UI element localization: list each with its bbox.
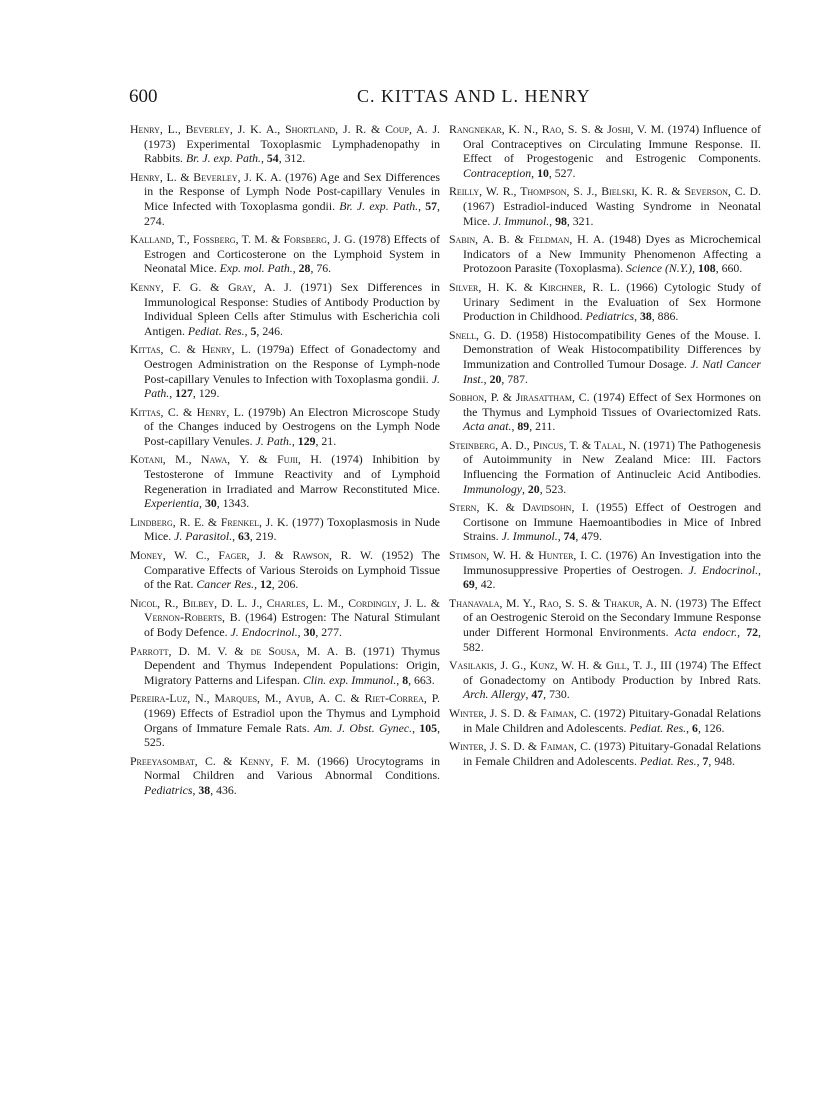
reference-journal: Acta anat.: [463, 419, 512, 434]
reference-authors: Snell, G. D.: [449, 327, 512, 342]
reference-authors: Winter, J. S. D. & Faiman, C.: [449, 705, 591, 720]
reference-authors: Kenny, F. G. & Gray, A. J.: [130, 279, 292, 294]
reference-pages: 219.: [255, 529, 277, 544]
reference-entry: Steinberg, A. D., Pincus, T. & Talal, N. (1971) The Pathogenesis of Autoimmunity in New Zealand Mice: III. Factors Influencing the Formation of Antinucleic Acid Antibodies. Immunology, 20, 523.: [449, 437, 762, 496]
reference-volume: 108: [697, 261, 716, 276]
reference-pages: 21.: [321, 433, 337, 448]
reference-authors: Sobhon, P. & Jirasattham, C.: [449, 390, 590, 405]
reference-entry: Pereira-Luz, N., Marques, M., Ayub, A. C. & Riet-Correa, P. (1969) Effects of Estradiol upon the Thymus and Lymphoid Organs of Immature Female Rats. Am. J. Obst. Gynec., 105, 525.: [130, 691, 441, 750]
reference-journal: J. Path.: [144, 371, 440, 401]
reference-authors: Silver, H. K. & Kirchner, R. L.: [449, 279, 620, 294]
reference-volume: 74: [563, 529, 576, 544]
reference-volume: 72: [746, 625, 759, 639]
reference-title: (1977) Toxoplasmosis in Nude Mice.: [144, 514, 440, 544]
page-number: 600: [129, 86, 158, 107]
reference-journal: J. Natl Cancer Inst.: [463, 356, 762, 386]
reference-entry: Kalland, T., Fossberg, T. M. & Forsberg, J. G. (1978) Effects of Estrogen and Corticosterone on the Lymphoid System in Neonatal Mice. Exp. mol. Path., 28, 76.: [130, 232, 440, 276]
reference-authors: Stern, K. & Davidsohn, I.: [449, 500, 589, 515]
reference-title: (1967) Estradiol-induced Wasting Syndrome in Neonatal Mice.: [463, 198, 761, 228]
reference-pages: 525.: [144, 735, 165, 750]
reference-authors: Money, W. C., Fager, J. & Rawson, R. W.: [130, 548, 373, 563]
reference-authors: Preeyasombat, C. & Kenny, F. M.: [130, 753, 310, 768]
reference-journal: Am. J. Obst. Gynec.: [313, 720, 413, 735]
reference-pages: 126.: [703, 720, 725, 735]
reference-authors: Kittas, C. & Henry, L.: [130, 404, 244, 419]
reference-pages: 527.: [554, 165, 576, 180]
reference-authors: Pereira-Luz, N., Marques, M., Ayub, A. C. & Riet-Correa, P.: [130, 691, 440, 706]
reference-entry: Parrott, D. M. V. & de Sousa, M. A. B. (1971) Thymus Dependent and Thymus Independent Populations: Origin, Migratory Patterns and Lifespan. Clin. exp. Immunol., 8, 663.: [130, 643, 440, 687]
reference-volume: 10: [537, 165, 549, 180]
reference-volume: 20: [489, 371, 502, 386]
reference-volume: 69: [463, 577, 475, 592]
reference-pages: 479.: [581, 529, 602, 544]
reference-title: (1966) Urocytograms in Normal Children and Various Abnormal Conditions.: [144, 753, 441, 783]
reference-pages: 42.: [480, 577, 496, 592]
reference-entry: Kittas, C. & Henry, L. (1979b) An Electron Microscope Study of the Changes induced by Oestrogens on the Lymph Node Post-capillary Venules. J. Path., 129, 21.: [130, 404, 440, 448]
reference-entry: Reilly, W. R., Thompson, S. J., Bielski, K. R. & Severson, C. D. (1967) Estradiol-induced Wasting Syndrome in Neonatal Mice. J. Immunol., 98, 321.: [449, 184, 761, 228]
reference-authors: Thanavala, M. Y., Rao, S. S. & Thakur, A. N.: [449, 595, 672, 610]
reference-authors: Nicol, R., Bilbey, D. L. J., Charles, L. M., Cordingly, J. L. & Vernon-Roberts, B.: [130, 595, 440, 625]
reference-pages: 274.: [144, 213, 165, 228]
reference-title: (1978) Effects of Estrogen and Corticosterone on the Lymphoid System in Neonatal Mice.: [144, 232, 440, 276]
reference-volume: 28: [298, 261, 311, 276]
reference-volume: 8: [402, 672, 409, 687]
reference-volume: 30: [204, 496, 217, 511]
reference-title: (1952) The Comparative Effects of Various Steroids on Lymphoid Tissue of the Rat.: [144, 548, 440, 592]
reference-title: (1979a) Effect of Gonadectomy and Oestrogen Administration on the Response of Lymph-node Post-capillary Venules to Infection with Toxoplasma gondii.: [144, 342, 440, 386]
reference-journal: J. Immunol.: [493, 213, 550, 228]
reference-authors: Winter, J. S. D. & Faiman, C.: [449, 739, 591, 754]
reference-journal: Cancer Res.: [196, 577, 255, 592]
reference-volume: 38: [639, 309, 652, 324]
reference-volume: 6: [692, 720, 698, 735]
reference-title: (1955) Effect of Oestrogen and Cortisone on Immune Haemoantibodies in Mice of Inbred Strains.: [463, 500, 762, 544]
references-right-column: [449, 122, 761, 772]
reference-title: (1972) Pituitary-Gonadal Relations in Male Children and Adolescents.: [463, 705, 761, 735]
reference-title: (1974) Effect of Sex Hormones on the Thymus and Lymphoid Tissues of Ovariectomized Rats.: [463, 390, 761, 419]
reference-authors: Kalland, T., Fossberg, T. M. & Forsberg, J. G.: [130, 232, 356, 247]
reference-pages: 277.: [321, 625, 342, 639]
reference-title: (1976) Age and Sex Differences in the Response of Lymph Node Post-capillary Venules in Mice Infected with Toxoplasma gondii.: [144, 169, 440, 213]
reference-pages: 787.: [507, 371, 528, 386]
reference-volume: 89: [517, 419, 530, 434]
reference-entry: Money, W. C., Fager, J. & Rawson, R. W. (1952) The Comparative Effects of Various Steroids on Lymphoid Tissue of the Rat. Cancer Res., 12, 206.: [130, 548, 440, 592]
reference-entry: Snell, G. D. (1958) Histocompatibility Genes of the Mouse. I. Demonstration of Weak Histocompatibility Differences by Immunization and Controlled Tumour Dosage. J. Natl Cancer Inst., 20, 787.: [449, 327, 762, 386]
reference-journal: J. Endocrinol.: [230, 625, 298, 639]
reference-volume: 12: [260, 577, 272, 592]
reference-journal: Pediat. Res.: [639, 753, 697, 768]
reference-entry: Henry, L. & Beverley, J. K. A. (1976) Age and Sex Differences in the Response of Lymph Node Post-capillary Venules in Mice Infected with Toxoplasma gondii. Br. J. exp. Path., 57, 274.: [130, 169, 440, 228]
reference-pages: 76.: [316, 261, 332, 276]
reference-authors: Reilly, W. R., Thompson, S. J., Bielski, K. R. & Severson, C. D.: [449, 184, 761, 199]
reference-authors: Lindberg, R. E. & Frenkel, J. K.: [130, 514, 289, 529]
reference-volume: 63: [238, 529, 250, 544]
reference-entry: Winter, J. S. D. & Faiman, C. (1973) Pituitary-Gonadal Relations in Female Children and Adolescents. Pediat. Res., 7, 948.: [449, 739, 761, 768]
reference-title: (1966) Cytologic Study of Urinary Sediment in the Evaluation of Sex Hormone Production in Childhood.: [463, 279, 761, 324]
reference-pages: 523.: [545, 481, 567, 496]
reference-entry: Nicol, R., Bilbey, D. L. J., Charles, L. M., Cordingly, J. L. & Vernon-Roberts, B. (1964) Estrogen: The Natural Stimulant of Body Defence. J. Endocrinol., 30, 277.: [130, 595, 440, 639]
reference-pages: 129.: [198, 386, 220, 401]
reference-authors: Parrott, D. M. V. & de Sousa, M. A. B.: [130, 643, 356, 658]
reference-title: (1964) Estrogen: The Natural Stimulant of Body Defence.: [144, 610, 440, 639]
reference-entry: Kenny, F. G. & Gray, A. J. (1971) Sex Differences in Immunological Response: Studies of Antibody Production by Individual Spleen Cells after Stimulus with Escherichia coli Antigen. Pediat. Res., 5, 246.: [130, 279, 441, 338]
reference-authors: Rangnekar, K. N., Rao, S. S. & Joshi, V. M.: [449, 122, 665, 136]
reference-entry: Silver, H. K. & Kirchner, R. L. (1966) Cytologic Study of Urinary Sediment in the Evaluation of Sex Hormone Production in Childhood. Pediatrics, 38, 886.: [449, 279, 761, 324]
reference-entry: Lindberg, R. E. & Frenkel, J. K. (1977) Toxoplasmosis in Nude Mice. J. Parasitol., 63, 219.: [130, 514, 440, 544]
reference-authors: Stimson, W. H. & Hunter, I. C.: [449, 548, 602, 563]
reference-entry: Winter, J. S. D. & Faiman, C. (1972) Pituitary-Gonadal Relations in Male Children and Adolescents. Pediat. Res., 6, 126.: [449, 705, 761, 735]
reference-title: (1973) The Effect of an Oestrogenic Steroid on the Secondary Immune Response under Different Hormonal Environments.: [463, 595, 761, 639]
reference-pages: 886.: [657, 309, 679, 324]
reference-journal: Pediat. Res.: [629, 720, 687, 735]
reference-journal: J. Path.: [255, 433, 292, 448]
reference-volume: 129: [297, 433, 316, 448]
reference-title: (1973) Experimental Toxoplasmic Lymphadenopathy in Rabbits.: [144, 136, 440, 166]
reference-pages: 211.: [535, 419, 556, 434]
reference-title: (1958) Histocompatibility Genes of the Mouse. I. Demonstration of Weak Histocompatibility Differences by Immunization and Controlled Tumour Dosage.: [463, 327, 761, 371]
reference-entry: Preeyasombat, C. & Kenny, F. M. (1966) Urocytograms in Normal Children and Various Abnormal Conditions. Pediatrics, 38, 436.: [130, 753, 441, 797]
reference-entry: Kotani, M., Nawa, Y. & Fujii, H. (1974) Inhibition by Testosterone of Immune Reactivity and of Lymphoid Regeneration in Irradiated and Marrow Reconstituted Mice. Experientia, 30, 1343.: [130, 452, 440, 511]
reference-pages: 321.: [572, 213, 594, 228]
reference-volume: 105: [419, 720, 438, 735]
reference-journal: Immunology: [463, 481, 522, 496]
reference-pages: 663.: [414, 672, 435, 687]
reference-title: (1974) Inhibition by Testosterone of Immune Reactivity and of Lymphoid Regeneration in Irradiated and Marrow Reconstituted Mice.: [144, 452, 440, 496]
reference-entry: Henry, L., Beverley, J. K. A., Shortland, J. R. & Coup, A. J. (1973) Experimental Toxoplasmic Lymphadenopathy in Rabbits. Br. J. exp. Path., 54, 312.: [130, 122, 440, 166]
reference-volume: 54: [266, 151, 279, 166]
reference-journal: Br. J. exp. Path.: [339, 198, 419, 213]
reference-entry: Stimson, W. H. & Hunter, I. C. (1976) An Investigation into the Immunosuppressive Properties of Oestrogen. J. Endocrinol., 69, 42.: [449, 548, 761, 592]
reference-pages: 730.: [549, 687, 570, 702]
reference-journal: Clin. exp. Immunol.: [302, 672, 397, 687]
reference-entry: Vasilakis, J. G., Kunz, W. H. & Gill, T. J., III (1974) The Effect of Gonadectomy on Antibody Production by Inbred Rats. Arch. Allergy, 47, 730.: [449, 658, 761, 702]
reference-journal: Acta endocr.: [674, 625, 738, 639]
reference-pages: 582.: [463, 639, 484, 654]
reference-pages: 246.: [262, 323, 283, 338]
reference-pages: 660.: [721, 261, 743, 276]
reference-volume: 7: [702, 753, 709, 768]
reference-journal: J. Parasitol.: [174, 529, 233, 544]
reference-volume: 38: [198, 782, 211, 797]
reference-journal: Pediat. Res.: [187, 323, 245, 338]
reference-entry: Rangnekar, K. N., Rao, S. S. & Joshi, V. M. (1974) Influence of Oral Contraceptives on Circulating Immune Response. II. Effect of Progestogenic and Estrogenic Components. Contraception, 10, 527.: [449, 122, 761, 180]
reference-entry: Sobhon, P. & Jirasattham, C. (1974) Effect of Sex Hormones on the Thymus and Lymphoid Tissues of Ovariectomized Rats. Acta anat., 89, 211.: [449, 390, 761, 434]
reference-title: (1948) Dyes as Microchemical Indicators of a New Immunity Phenomenon Affecting a Protozoon Parasite (Toxoplasma).: [463, 232, 761, 276]
reference-title: (1976) An Investigation into the Immunosuppressive Properties of Oestrogen.: [463, 548, 761, 577]
reference-entry: Thanavala, M. Y., Rao, S. S. & Thakur, A. N. (1973) The Effect of an Oestrogenic Steroid on the Secondary Immune Response under Different Hormonal Environments. Acta endocr., 72, 582.: [449, 595, 761, 654]
reference-journal: Pediatrics: [585, 309, 635, 324]
reference-authors: Steinberg, A. D., Pincus, T. & Talal, N.: [449, 437, 641, 452]
reference-authors: Henry, L. & Beverley, J. K. A.: [130, 169, 282, 184]
reference-pages: 436.: [216, 782, 237, 797]
reference-journal: Science (N.Y.): [626, 261, 693, 276]
reference-authors: Vasilakis, J. G., Kunz, W. H. & Gill, T. J., III: [449, 658, 672, 673]
reference-journal: Br. J. exp. Path.: [185, 151, 261, 166]
references-left-column: [130, 122, 440, 802]
reference-title: (1971) Thymus Dependent and Thymus Independent Populations: Origin, Migratory Patterns and Lifespan.: [144, 643, 440, 687]
reference-title: (1971) Sex Differences in Immunological Response: Studies of Antibody Production by Individual Spleen Cells after Stimulus with Escherichia coli Antigen.: [144, 279, 441, 338]
reference-title: (1974) Influence of Oral Contraceptives on Circulating Immune Response. II. Effect of Progestogenic and Estrogenic Components.: [463, 122, 761, 166]
reference-authors: Sabin, A. B. & Feldman, H. A.: [449, 232, 605, 247]
reference-volume: 5: [250, 323, 257, 338]
reference-volume: 20: [527, 481, 540, 496]
reference-journal: Contraception: [463, 165, 532, 180]
reference-title: (1971) The Pathogenesis of Autoimmunity in New Zealand Mice: III. Factors Influencing the Formation of Antinucleic Acid Antibodies.: [463, 437, 762, 482]
reference-journal: Arch. Allergy: [463, 687, 526, 702]
reference-entry: Stern, K. & Davidsohn, I. (1955) Effect of Oestrogen and Cortisone on Immune Haemoantibodies in Mice of Inbred Strains. J. Immunol., 74, 479.: [449, 500, 762, 544]
reference-title: (1979b) An Electron Microscope Study of the Changes induced by Oestrogens on the Lymph Node Post-capillary Venules.: [144, 404, 440, 448]
running-head: C. KITTAS AND L. HENRY: [357, 86, 591, 106]
reference-journal: J. Endocrinol.: [688, 562, 759, 577]
reference-journal: Exp. mol. Path.: [219, 261, 293, 276]
reference-volume: 47: [531, 687, 544, 702]
reference-pages: 948.: [714, 753, 735, 768]
reference-volume: 57: [425, 198, 438, 213]
reference-volume: 98: [555, 213, 567, 228]
reference-journal: Pediatrics: [144, 782, 193, 797]
reference-entry: Sabin, A. B. & Feldman, H. A. (1948) Dyes as Microchemical Indicators of a New Immunity Phenomenon Affecting a Protozoon Parasite (Toxoplasma). Science (N.Y.), 108, 660.: [449, 232, 761, 276]
reference-authors: Henry, L., Beverley, J. K. A., Shortland, J. R. & Coup, A. J.: [130, 122, 440, 136]
reference-volume: 127: [175, 386, 193, 401]
reference-pages: 312.: [284, 151, 306, 166]
reference-title: (1973) Pituitary-Gonadal Relations in Female Children and Adolescents.: [463, 739, 761, 768]
reference-authors: Kotani, M., Nawa, Y. & Fujii, H.: [130, 452, 322, 467]
reference-authors: Kittas, C. & Henry, L.: [130, 342, 251, 357]
reference-journal: Experientia: [144, 496, 200, 511]
reference-entry: Kittas, C. & Henry, L. (1979a) Effect of Gonadectomy and Oestrogen Administration on the Response of Lymph-node Post-capillary Venules to Infection with Toxoplasma gondii. J. Path., 127, 129.: [130, 342, 440, 401]
reference-pages: 1343.: [222, 496, 250, 511]
reference-volume: 30: [303, 625, 316, 639]
reference-journal: J. Immunol.: [501, 529, 558, 544]
reference-title: (1974) The Effect of Gonadectomy on Antibody Production by Inbred Rats.: [463, 658, 761, 687]
reference-pages: 206.: [277, 577, 299, 592]
reference-title: (1969) Effects of Estradiol upon the Thymus and Lymphoid Organs of Immature Female Rats.: [144, 705, 440, 735]
